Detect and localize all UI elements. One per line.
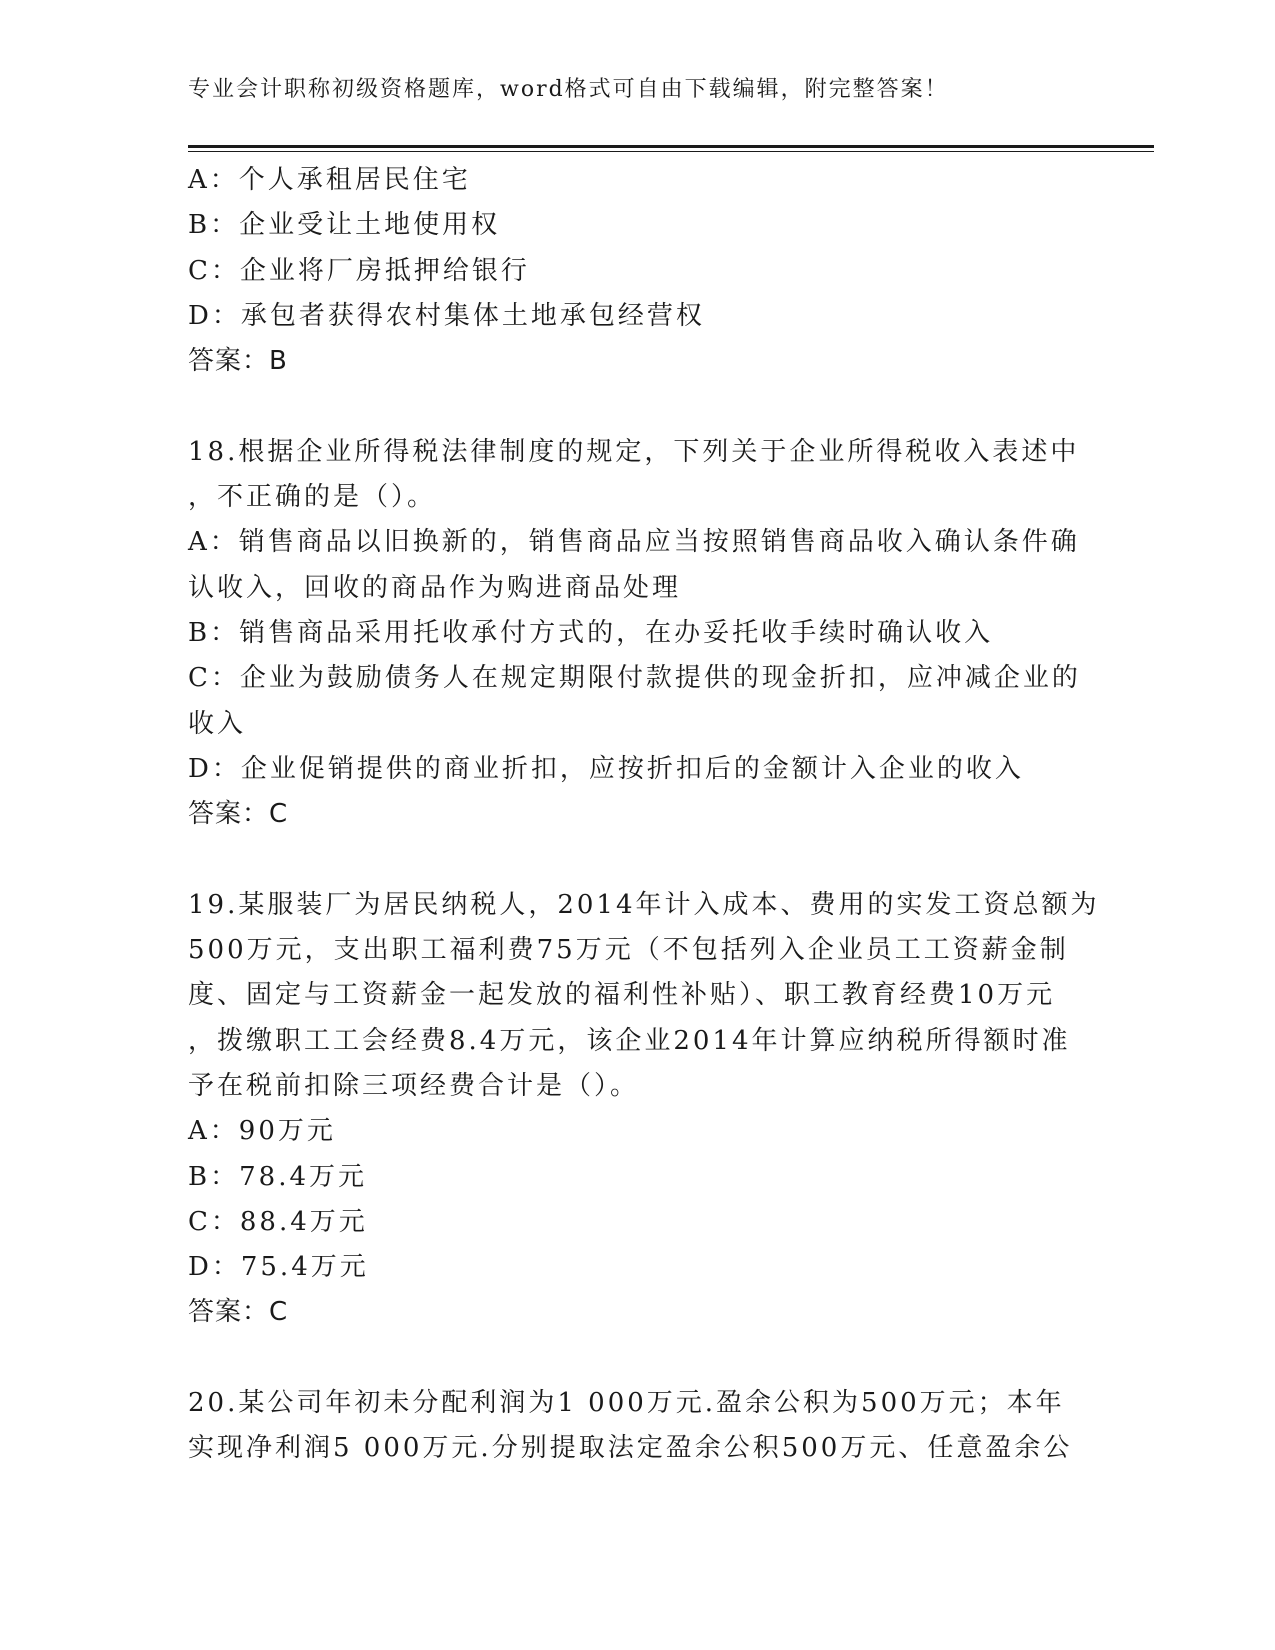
header-rule-thin bbox=[188, 151, 1154, 152]
q18-answer: 答案：C bbox=[188, 799, 289, 830]
q19-stem-line: 19.某服装厂为居民纳税人，2014年计入成本、费用的实发工资总额为 bbox=[188, 889, 1100, 920]
question-17 bbox=[188, 158, 1088, 384]
q18-option-c-cont: 收入 bbox=[188, 708, 247, 739]
q18-option-b: B：销售商品采用托收承付方式的，在办妥托收手续时确认收入 bbox=[188, 617, 994, 648]
spacer bbox=[188, 1336, 1088, 1381]
question-20 bbox=[188, 1381, 1088, 1472]
q20-stem-line: 实现净利润5 000万元.分别提取法定盈余公积500万元、任意盈余公 bbox=[188, 1433, 1073, 1464]
q19-option-a: A：90万元 bbox=[188, 1116, 336, 1147]
question-18 bbox=[188, 430, 1088, 838]
page-header: 专业会计职称初级资格题库，word格式可自由下载编辑，附完整答案！ bbox=[188, 77, 949, 102]
spacer bbox=[188, 384, 1088, 429]
question-19 bbox=[188, 883, 1100, 1336]
q18-option-d: D：企业促销提供的商业折扣，应按折扣后的金额计入企业的收入 bbox=[188, 753, 1024, 784]
q17-answer: 答案：B bbox=[188, 346, 288, 377]
q19-answer: 答案：C bbox=[188, 1297, 289, 1328]
q17-option-b: B：企业受让土地使用权 bbox=[188, 210, 501, 241]
q17-option-a: A：个人承租居民住宅 bbox=[188, 165, 471, 195]
q18-stem-line: 18.根据企业所得税法律制度的规定，下列关于企业所得税收入表述中 bbox=[188, 436, 1080, 467]
spacer bbox=[188, 837, 1088, 882]
q19-stem-line: 度、固定与工资薪金一起发放的福利性补贴）、职工教育经费10万元 bbox=[188, 980, 1056, 1011]
q19-stem-line: 予在税前扣除三项经费合计是（）。 bbox=[188, 1070, 640, 1101]
q18-stem-line: ，不正确的是（）。 bbox=[188, 482, 437, 513]
q19-option-d: D：75.4万元 bbox=[188, 1252, 369, 1283]
q17-option-c: C：企业将厂房抵押给银行 bbox=[188, 255, 530, 286]
q19-option-b: B：78.4万元 bbox=[188, 1161, 367, 1192]
q19-stem-line: 500万元，支出职工福利费75万元（不包括列入企业员工工资薪金制 bbox=[188, 935, 1069, 966]
q18-option-c: C：企业为鼓励债务人在规定期限付款提供的现金折扣，应冲减企业的 bbox=[188, 663, 1081, 694]
q18-option-a: A：销售商品以旧换新的，销售商品应当按照销售商品收入确认条件确 bbox=[188, 527, 1080, 558]
q19-stem-line: ，拨缴职工工会经费8.4万元，该企业2014年计算应纳税所得额时准 bbox=[188, 1025, 1071, 1056]
q17-option-d: D：承包者获得农村集体土地承包经营权 bbox=[188, 300, 705, 331]
q19-option-c: C：88.4万元 bbox=[188, 1206, 368, 1237]
document-body bbox=[188, 158, 1100, 1472]
q20-stem-line: 20.某公司年初未分配利润为1 000万元.盈余公积为500万元；本年 bbox=[188, 1388, 1065, 1419]
header-rule-thick bbox=[188, 145, 1154, 148]
q18-option-a-cont: 认收入，回收的商品作为购进商品处理 bbox=[188, 572, 682, 603]
